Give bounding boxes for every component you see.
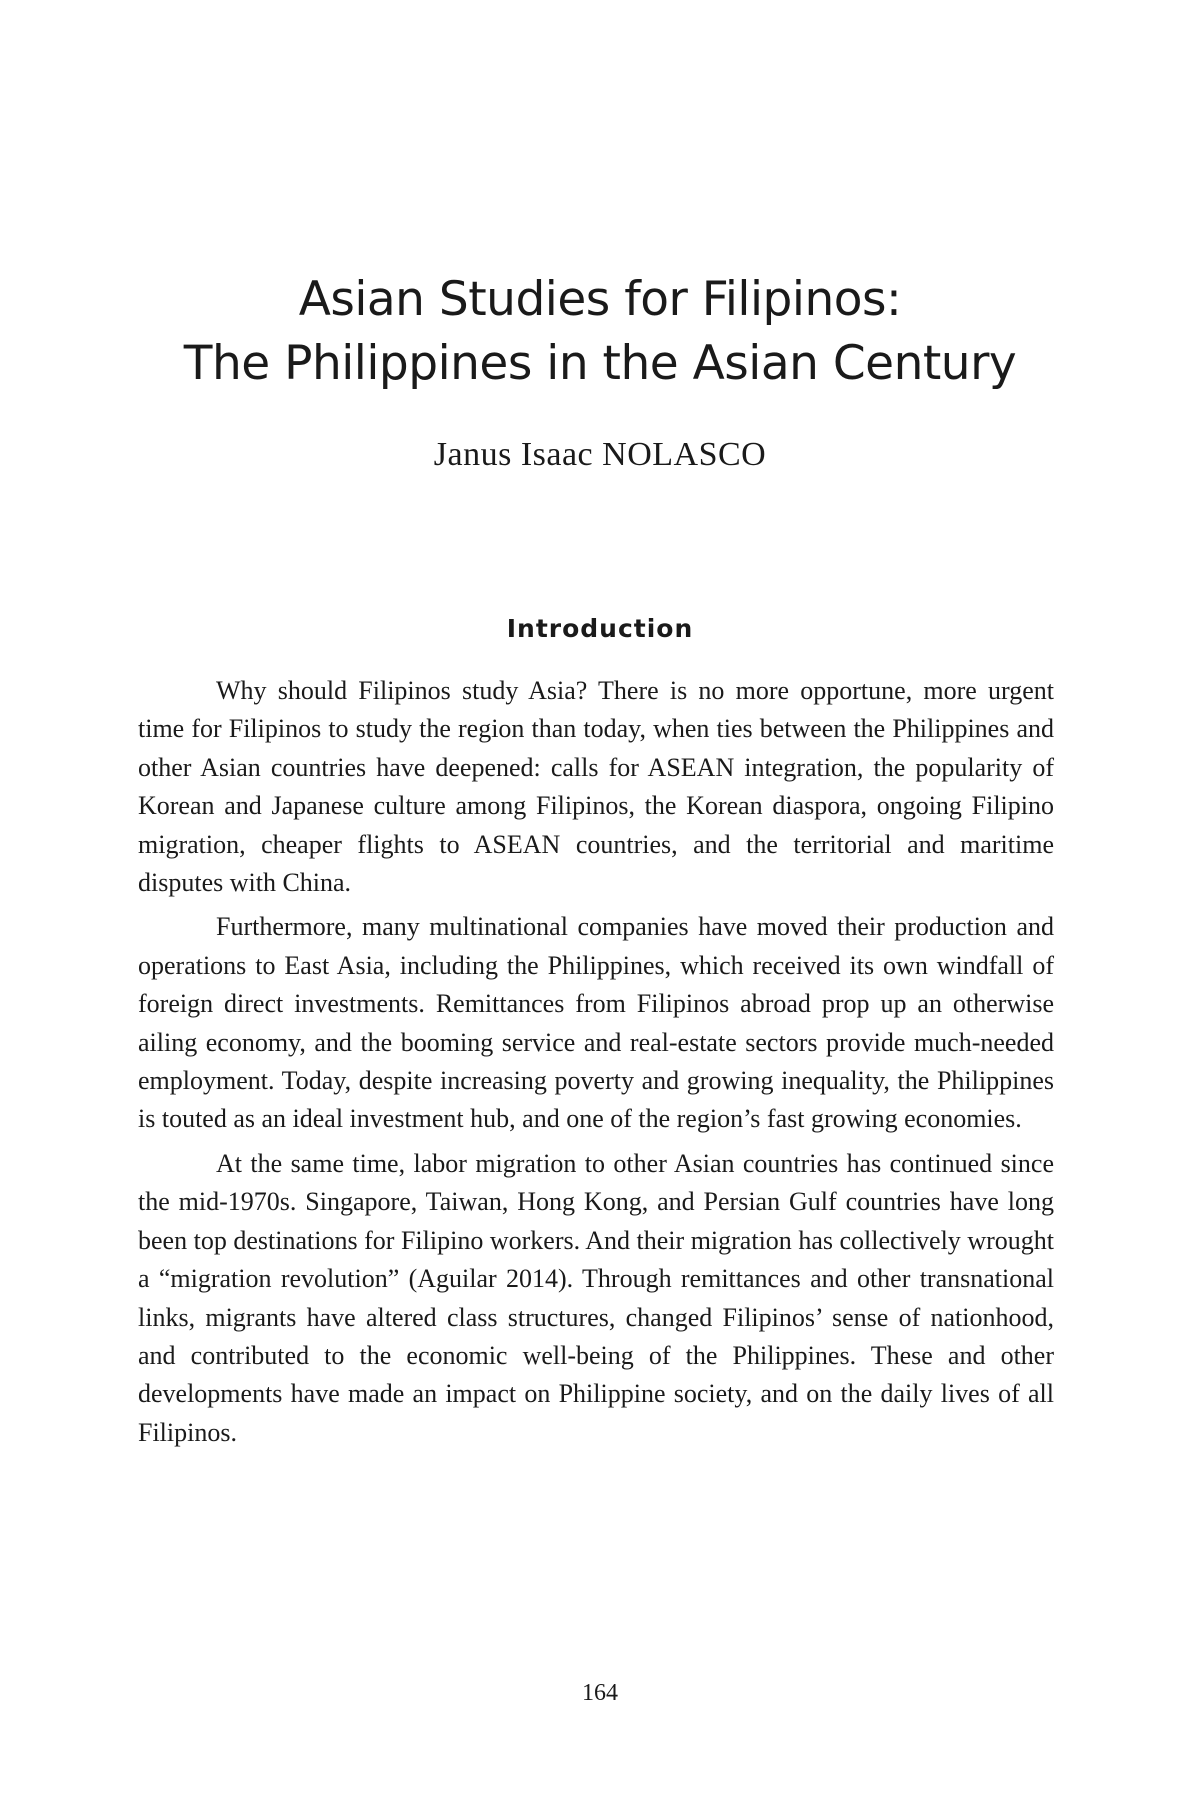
paragraph: Why should Filipinos study Asia? There is no more opportune, more urgent time for Filipinos to study the region than today, when ties between the Philippines and other Asian countries have deepened: calls for ASEAN integration, the popularity of Korean and Japanese culture among Filipinos, the Korean diaspora, ongoing Filipino migration, cheaper flights to ASEAN countries, and the territorial and maritime disputes with China. (138, 676, 1054, 898)
chapter-title (0, 268, 1200, 396)
chapter-title-line-2: The Philippines in the Asian Century (183, 336, 1017, 391)
chapter-title-line-1: Asian Studies for Filipinos: (298, 272, 902, 327)
author-name: Janus Isaac NOLASCO (433, 436, 767, 473)
body-text (138, 672, 1054, 1458)
section-heading: Introduction (506, 614, 694, 643)
paragraph: Furthermore, many multinational companies have moved their production and operations to East Asia, including the Philippines, which received its own windfall of foreign direct investments. Remittances from Filipinos abroad prop up an otherwise ailing economy, and the booming service and real-estate sectors provide much-needed employment. Today, despite increasing poverty and growing inequality, the Philippines is touted as an ideal investment hub, and one of the region’s fast growing economies. (138, 912, 1054, 1134)
paragraph: At the same time, labor migration to other Asian countries has continued since the mid-1970s. Singapore, Taiwan, Hong Kong, and Persian Gulf countries have long been top destinations for Filipino workers. And their migration has collectively wrought a “migration revolution” (Aguilar 2014). Through remittances and other transnational links, migrants have altered class structures, changed Filipinos’ sense of nationhood, and contributed to the economic well-being of the Philippines. These and other developments have made an impact on Philippine society, and on the daily lives of all Filipinos. (138, 1148, 1054, 1447)
page-number: 164 (582, 1680, 618, 1706)
